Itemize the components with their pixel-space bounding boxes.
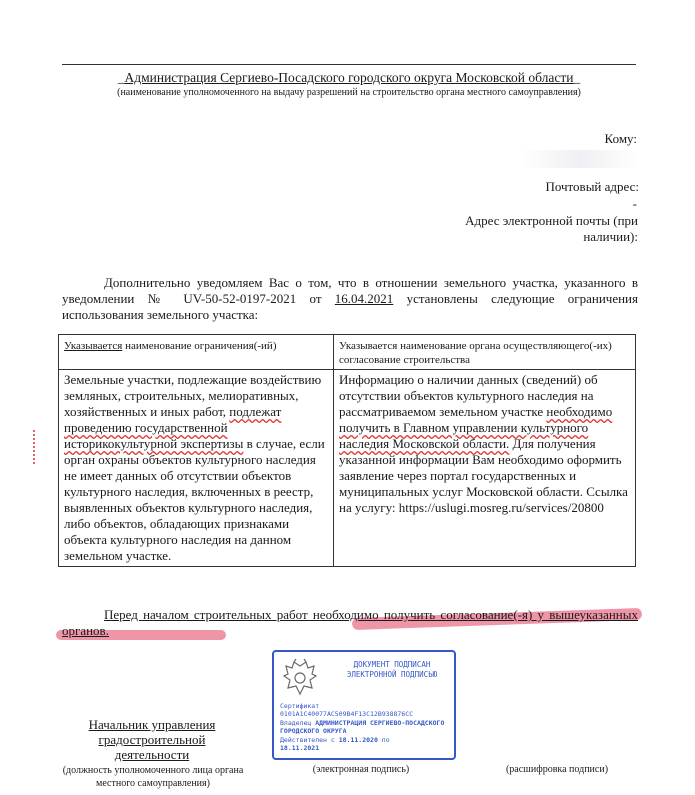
signature-caption: (электронная подпись) [312, 764, 410, 775]
certificate-number: 0101A1C40077AC509B4F13C12B938876CC [280, 710, 414, 719]
intro-paragraph: Дополнительно уведомляем Вас о том, что в отношении земельного участка, указанного в уведомлении № UV-50-52-0197-2021 от 16.04.2021 установлены следующие ограничения использования земельного участка: [62, 275, 638, 322]
email-label: Адрес электронной почты (при наличии): [465, 213, 638, 244]
certificate-label: Сертификат [280, 702, 320, 710]
margin-mark [30, 428, 38, 468]
recipient-to-label: Кому: [604, 131, 637, 146]
validity-end: 18.11.2021 [280, 744, 320, 753]
header-restriction-cell: Указывается наименование ограничения(-ий) [59, 335, 334, 370]
official-position: Начальник управления градостроительной деятельности [88, 717, 216, 762]
validity-line: Действителен с 18.11.2020 по [280, 735, 390, 744]
stamp-title: ДОКУМЕНТ ПОДПИСАН ЭЛЕКТРОННОЙ ПОДПИСЬЮ [346, 660, 438, 679]
authority-cell: Информацию о наличии данных (сведений) об отсутствии объектов культурного наследия на рассматриваемом земельном участке необходимо получить в Главном управлении культурного наследия Московской области. Для получения указанной информации Вам необходимо оформить заявление через портал государственных и муниципальных услуг Московской области. Ссылка на услугу: https://uslugi.mosreg.ru/services/20800 [334, 370, 636, 567]
owner-line: Владелец АДМИНИСТРАЦИЯ СЕРГИЕВО-ПОСАДСКОГО ГОРОДСКОГО ОКРУГА [280, 718, 445, 736]
header-authority-cell: Указывается наименование органа осуществляющего(-их) согласование строительства [334, 335, 636, 370]
notice-date: 16.04.2021 [334, 291, 394, 306]
header-top-rule [62, 64, 636, 65]
coat-of-arms-icon [280, 658, 320, 698]
name-caption: (расшифровка подписи) [505, 764, 609, 775]
table-row [59, 370, 636, 567]
postal-address-value: - [632, 196, 637, 211]
certificate-info [280, 702, 450, 752]
postal-address-label: Почтовый адрес: [545, 179, 639, 194]
position-caption: (должность уполномоченного лица органа местного самоуправления) [62, 765, 244, 789]
final-paragraph: Перед началом строительных работ необходимо получить согласование(-я) у вышеуказанных органов. [62, 607, 638, 638]
organization-caption: (наименование уполномоченного на выдачу разрешений на строительство органа местного самоуправления) [117, 87, 581, 98]
table-header-row [59, 335, 636, 370]
redacted-recipient [520, 150, 640, 168]
restrictions-table [58, 334, 636, 567]
electronic-signature-stamp [272, 650, 456, 760]
organization-name: _Администрация Сергиево-Посадского городского округа Московской области_ [117, 70, 581, 85]
restriction-cell: Земельные участки, подлежащие воздействию земляных, строительных, мелиоративных, хозяйственных и иных работ, подлежат проведению государственной историкокультурной экспертизы в случае, если орган охраны объектов культурного наследия не имеет данных об отсутствии объектов культурного наследия, включенных в реестр, выявленных объектов культурного наследия, либо объектов, обладающих признаками объекта культурного наследия на данном земельном участке. [59, 370, 334, 567]
